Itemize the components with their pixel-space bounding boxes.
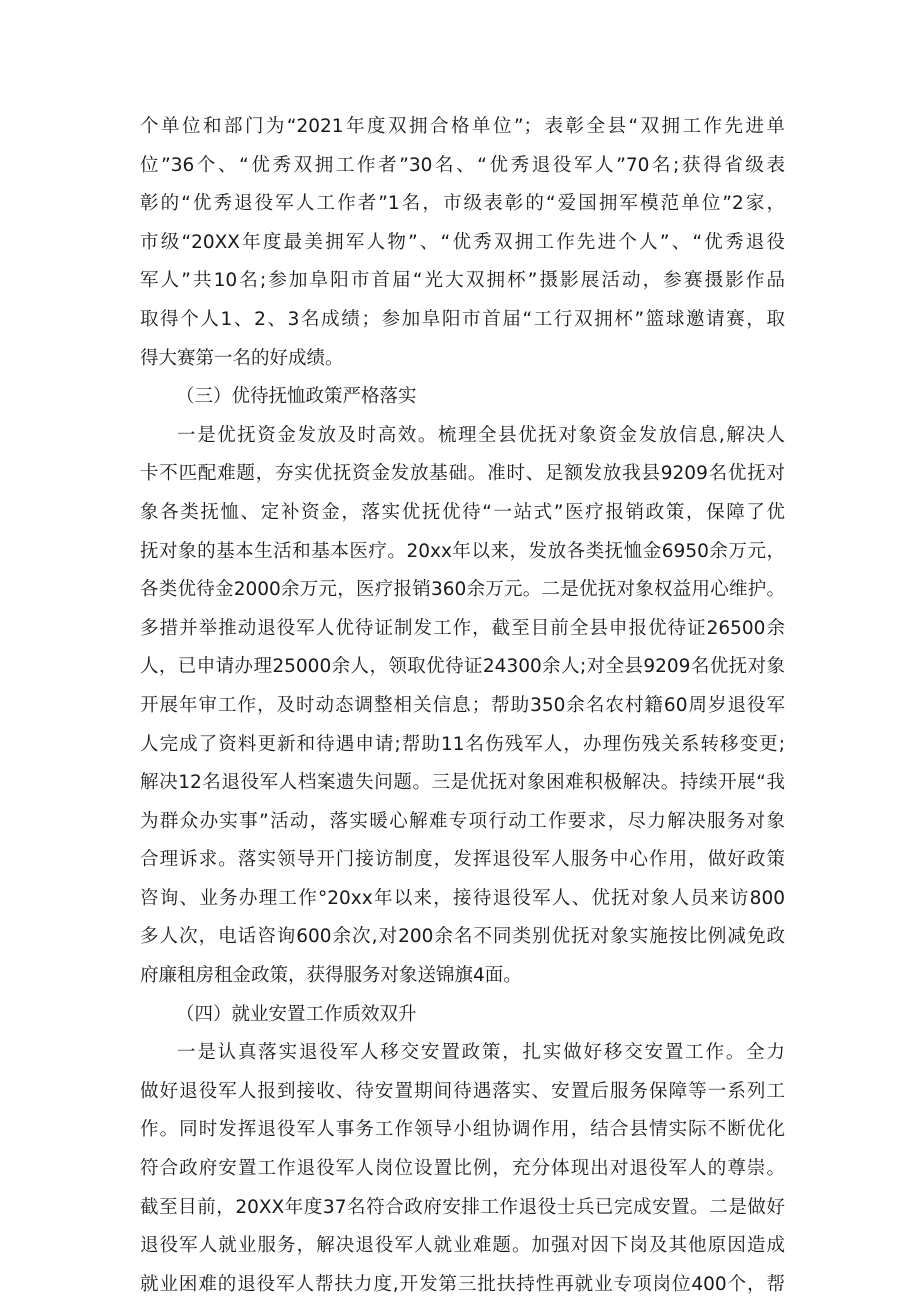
text-line: 彰的“优秀退役军人工作者”1名，市级表彰的“爱国拥军模范单位”2家， <box>140 193 785 215</box>
section-heading-4: （四）就业安置工作质效双升 <box>176 1003 417 1025</box>
text-line: 解决12名退役军人档案遗失问题。三是优抚对象困难积极解决。持续开展“我 <box>140 772 785 794</box>
paragraph-preferential-treatment <box>140 417 785 996</box>
paragraph-commendations <box>140 108 785 378</box>
text-line: 做好退役军人报到接收、待安置期间待遇落实、安置后服务保障等一系列工 <box>140 1080 785 1102</box>
text-line: 一是认真落实退役军人移交安置政策，扎实做好移交安置工作。全力 <box>177 1042 785 1064</box>
text-line: 咨询、业务办理工作°20xx年以来，接待退役军人、优抚对象人员来访800 <box>140 887 785 909</box>
text-line: 市级“20XX年度最美拥军人物”、“优秀双拥工作先进个人”、“优秀退役 <box>140 231 785 253</box>
paragraph-employment-placement <box>140 1034 785 1304</box>
text-line: 截至目前，20XX年度37名符合政府安排工作退役士兵已完成安置。二是做好 <box>140 1196 785 1218</box>
text-line: 多措并举推动退役军人优待证制发工作，截至目前全县申报优待证26500余 <box>140 617 785 639</box>
text-line: 退役军人就业服务，解决退役军人就业难题。加强对因下岗及其他原因造成 <box>140 1235 785 1257</box>
text-line: 作。同时发挥退役军人事务工作领导小组协调作用，结合县情实际不断优化 <box>140 1119 785 1141</box>
text-line: 个单位和部门为“2021年度双拥合格单位”；表彰全县“双拥工作先进单 <box>140 116 785 137</box>
text-line: 人完成了资料更新和待遇申请;帮助11名伤残军人，办理伤残关系转移变更; <box>140 733 785 755</box>
text-line: 符合政府安置工作退役军人岗位设置比例，充分体现出对退役军人的尊崇。 <box>140 1158 785 1180</box>
document-body <box>140 108 785 1304</box>
text-line: 就业困难的退役军人帮扶力度,开发第三批扶持性再就业专项岗位400个，帮 <box>140 1273 785 1295</box>
text-line: 抚对象的基本生活和基本医疗。20xx年以来，发放各类抚恤金6950余万元， <box>140 540 785 562</box>
text-line: 府廉租房租金政策，获得服务对象送锦旗4面。 <box>140 965 522 987</box>
text-line: 一是优抚资金发放及时高效。梳理全县优抚对象资金发放信息,解决人 <box>177 424 785 446</box>
text-line: 取得个人1、2、3名成绩；参加阜阳市首届“工行双拥杯”篮球邀请赛，取 <box>140 308 785 330</box>
text-line: 卡不匹配难题，夯实优抚资金发放基础。准时、足额发放我县9209名优抚对 <box>140 463 785 485</box>
text-line: 多人次，电话咨询600余次,对200余名不同类别优抚对象实施按比例减免政 <box>140 926 785 948</box>
text-line: 人，已申请办理25000余人，领取优待证24300余人;对全县9209名优抚对象 <box>140 656 785 678</box>
text-line: 军人”共10名;参加阜阳市首届“光大双拥杯”摄影展活动，参赛摄影作品 <box>140 270 785 292</box>
text-line: 位”36个、“优秀双拥工作者”30名、“优秀退役军人”70名;获得省级表 <box>140 154 785 176</box>
text-line: 合理诉求。落实领导开门接访制度，发挥退役军人服务中心作用，做好政策 <box>140 849 785 871</box>
text-line: 象各类抚恤、定补资金，落实优抚优待“一站式”医疗报销政策，保障了优 <box>140 501 785 523</box>
text-line: 为群众办实事”活动，落实暖心解难专项行动工作要求，尽力解决服务对象 <box>140 810 785 832</box>
text-line: 各类优待金2000余万元，医疗报销360余万元。二是优抚对象权益用心维护。 <box>140 579 785 601</box>
section-heading-3: （三）优待抚恤政策严格落实 <box>176 386 417 408</box>
text-line: 开展年审工作，及时动态调整相关信息；帮助350余名农村籍60周岁退役军 <box>140 694 785 716</box>
text-line: 得大赛第一名的好成绩。 <box>140 347 344 369</box>
